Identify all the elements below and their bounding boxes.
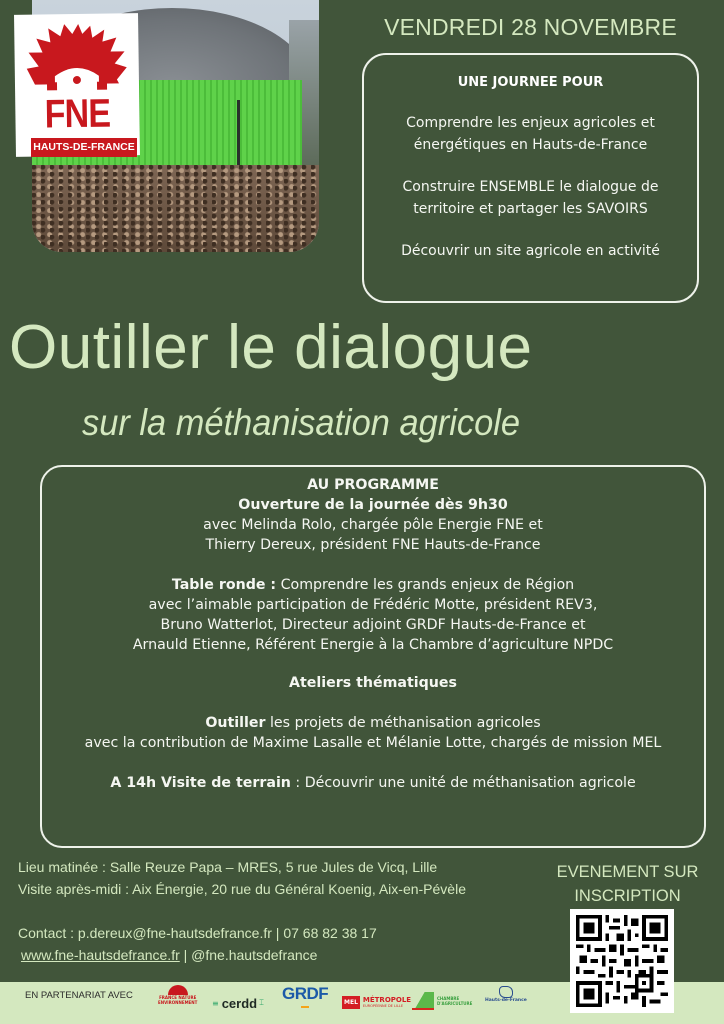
program-heading: AU PROGRAMME (307, 477, 439, 493)
roundtable-line: Arnauld Etienne, Référent Energie à la Chambre d’agriculture NPDC (132, 637, 614, 653)
ploughed-field (32, 165, 319, 252)
visit-text: : Découvrir une unité de méthanisation agricole (290, 775, 636, 791)
registration-line: EVENEMENT SUR (556, 863, 699, 881)
workshops-line: avec la contribution de Maxime Lasalle et Mélanie Lotte, chargés de mission MEL (84, 735, 662, 751)
qr-code-icon (576, 915, 668, 1007)
roundtable-text: Comprendre les grands enjeux de Région (276, 577, 575, 593)
afternoon-location: Visite après-midi : Aix Énergie, 20 rue du Général Koenig, Aix-en-Pévèle (18, 881, 466, 897)
partner-fne-logo: FRANCE NATURE ENVIRONNEMENT (158, 985, 197, 1015)
opening-line: Thierry Dereux, président FNE Hauts-de-France (205, 537, 541, 553)
event-date: VENDREDI 28 NOVEMBRE (384, 14, 677, 40)
contact-line: Contact : p.dereux@fne-hautsdefrance.fr | 07 68 82 38 17 (18, 925, 377, 941)
logo-region-label: HAUTS-DE-FRANCE (31, 138, 137, 157)
workshops-text: les projets de méthanisation agricoles (265, 715, 541, 731)
website-link[interactable]: www.fne-hautsdefrance.fr (21, 947, 180, 963)
goal-item: Construire ENSEMBLE le dialogue de territoire et partager les SAVOIRS (402, 179, 659, 217)
opening-line: avec Melinda Rolo, chargée pôle Energie FNE et (203, 517, 543, 533)
registration-label (535, 860, 720, 908)
logo-text: FNE (44, 91, 111, 137)
partner-region-hdf-logo: Hauts-de-France (485, 986, 527, 1016)
fne-logo (14, 13, 140, 157)
social-handle: | @fne.hautsdefrance (179, 947, 318, 963)
hedgehog-icon (24, 23, 129, 96)
event-info (18, 856, 538, 966)
goal-item: Comprendre les enjeux agricoles et énergétiques en Hauts-de-France (406, 115, 655, 153)
workshops-label: Outiller (205, 715, 266, 731)
morning-location: Lieu matinée : Salle Reuze Papa – MRES, 5 rue Jules de Vicq, Lille (18, 859, 438, 875)
partner-mel-logo: MEL MÉTROPOLE EUROPÉENNE DE LILLE (344, 996, 412, 1008)
registration-line: INSCRIPTION (574, 887, 681, 905)
page-title: Outiller le dialogue (9, 313, 533, 382)
roundtable-label: Table ronde : (171, 577, 277, 593)
program-box (40, 465, 706, 848)
goal-item: Découvrir un site agricole en activité (401, 243, 660, 259)
partners-label: EN PARTENARIAT AVEC (25, 990, 133, 1001)
opening-title: Ouverture de la journée dès 9h30 (238, 497, 508, 513)
partner-chambre-agriculture-logo: CHAMBRE D'AGRICULTURE (412, 986, 472, 1016)
workshops-title: Ateliers thématiques (289, 675, 457, 691)
roundtable-line: avec l’aimable participation de Frédéric Motte, président REV3, (148, 597, 598, 613)
roundtable-line: Bruno Watterlot, Directeur adjoint GRDF Hauts-de-France et (160, 617, 586, 633)
page-subtitle: sur la méthanisation agricole (82, 402, 521, 443)
registration-qr-code[interactable] (570, 909, 674, 1013)
partner-cerdd-logo: ≡ cerdd ⌶ (212, 995, 264, 1011)
partner-grdf-logo: GRDF (282, 984, 328, 1014)
visit-label: A 14h Visite de terrain (110, 775, 291, 791)
equipment-pole (237, 100, 240, 165)
goals-box (362, 53, 699, 303)
goals-title: UNE JOURNEE POUR (457, 75, 604, 90)
